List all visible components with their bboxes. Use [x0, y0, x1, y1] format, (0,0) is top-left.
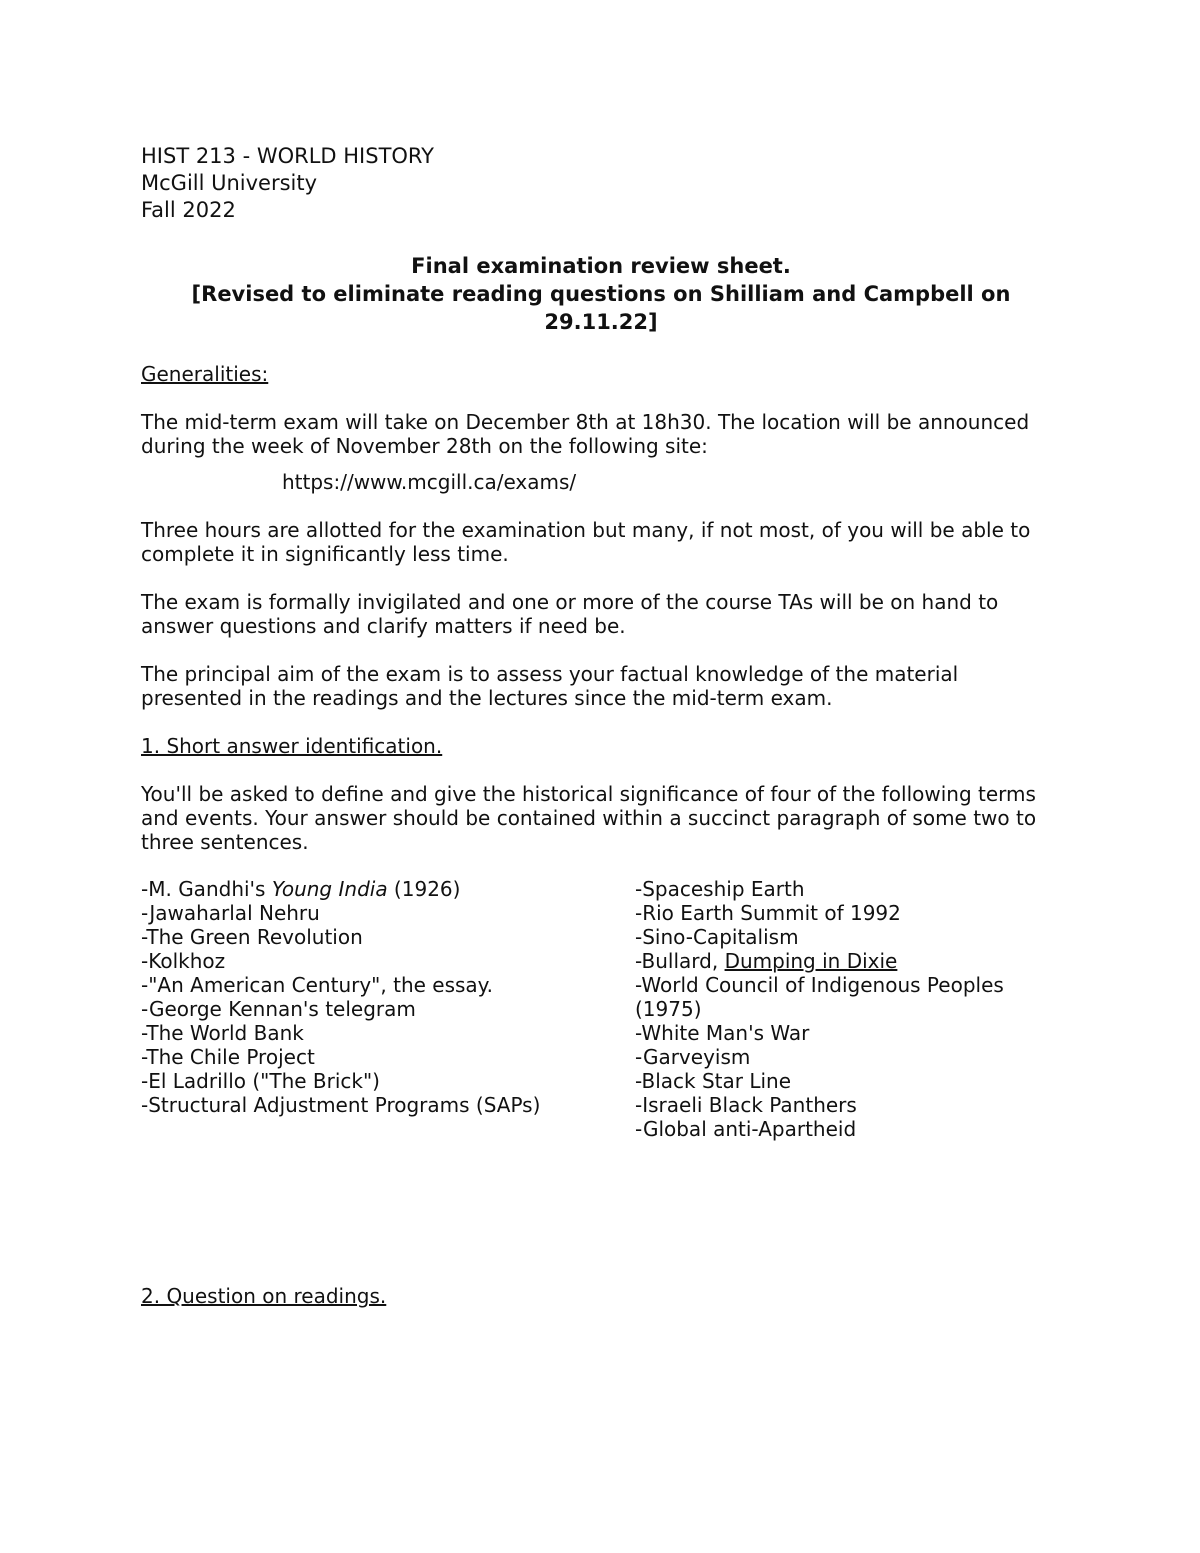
title-line-1: Final examination review sheet.	[411, 254, 791, 278]
term-item: -El Ladrillo ("The Brick")	[141, 1069, 380, 1093]
term-item: -"An American Century", the essay.	[141, 973, 494, 997]
term-item: -Jawaharlal Nehru	[141, 901, 320, 925]
terms-left-column	[141, 877, 635, 1141]
term-item: -George Kennan's telegram	[141, 997, 416, 1021]
term-text: -M. Gandhi's	[141, 877, 272, 901]
term-title-underlined: Dumping in Dixie	[724, 949, 898, 973]
term-item: -Sino-Capitalism	[635, 925, 799, 949]
section2-heading: 2. Question on readings.	[141, 1284, 387, 1308]
title-line-3: 29.11.22]	[544, 310, 658, 334]
term-item	[141, 877, 635, 901]
title-line-2: [Revised to eliminate reading questions on Shilliam and Campbell on	[191, 282, 1011, 306]
course-title: HIST 213 - WORLD HISTORY	[141, 144, 435, 168]
section1-intro: You'll be asked to define and give the historical significance of four of the following terms and events. Your answer should be contained within a succinct paragraph of some two to three sentences.	[141, 782, 1037, 854]
term-item: -The World Bank	[141, 1021, 304, 1045]
exams-url: https://www.mcgill.ca/exams/	[282, 470, 577, 494]
semester: Fall 2022	[141, 198, 236, 222]
term-text: -Bullard,	[635, 949, 725, 973]
terms-list	[141, 877, 1061, 1141]
term-item: -Garveyism	[635, 1045, 751, 1069]
term-item: -Kolkhoz	[141, 949, 226, 973]
section1-heading: 1. Short answer identification.	[141, 734, 443, 758]
term-item: -Global anti-Apartheid	[635, 1117, 857, 1141]
term-item: -White Man's War	[635, 1021, 810, 1045]
term-title-italic: Young India	[271, 877, 388, 901]
term-text: (1926)	[387, 877, 461, 901]
duration-paragraph: Three hours are allotted for the examination but many, if not most, of you will be able to complete it in significantly less time.	[141, 518, 1031, 566]
university-name: McGill University	[141, 171, 318, 195]
aim-paragraph: The principal aim of the exam is to assess your factual knowledge of the material presented in the readings and the lectures since the mid-term exam.	[141, 662, 959, 710]
term-item: -World Council of Indigenous Peoples (1975)	[635, 973, 1004, 1021]
terms-right-column	[635, 877, 1061, 1141]
document-title	[141, 252, 1061, 336]
term-item: -Israeli Black Panthers	[635, 1093, 857, 1117]
generalities-heading: Generalities:	[141, 362, 269, 386]
term-item: -The Chile Project	[141, 1045, 315, 1069]
term-item: -Rio Earth Summit of 1992	[635, 901, 901, 925]
exam-date-paragraph: The mid-term exam will take on December 8th at 18h30. The location will be announced during the week of November 28th on the following site:	[141, 410, 1030, 458]
term-item: -Structural Adjustment Programs (SAPs)	[141, 1093, 541, 1117]
term-item	[635, 949, 1061, 973]
term-item: -The Green Revolution	[141, 925, 363, 949]
term-item: -Spaceship Earth	[635, 877, 805, 901]
document-page	[141, 143, 1061, 1308]
term-item: -Black Star Line	[635, 1069, 792, 1093]
invigilation-paragraph: The exam is formally invigilated and one or more of the course TAs will be on hand to answer questions and clarify matters if need be.	[141, 590, 999, 638]
